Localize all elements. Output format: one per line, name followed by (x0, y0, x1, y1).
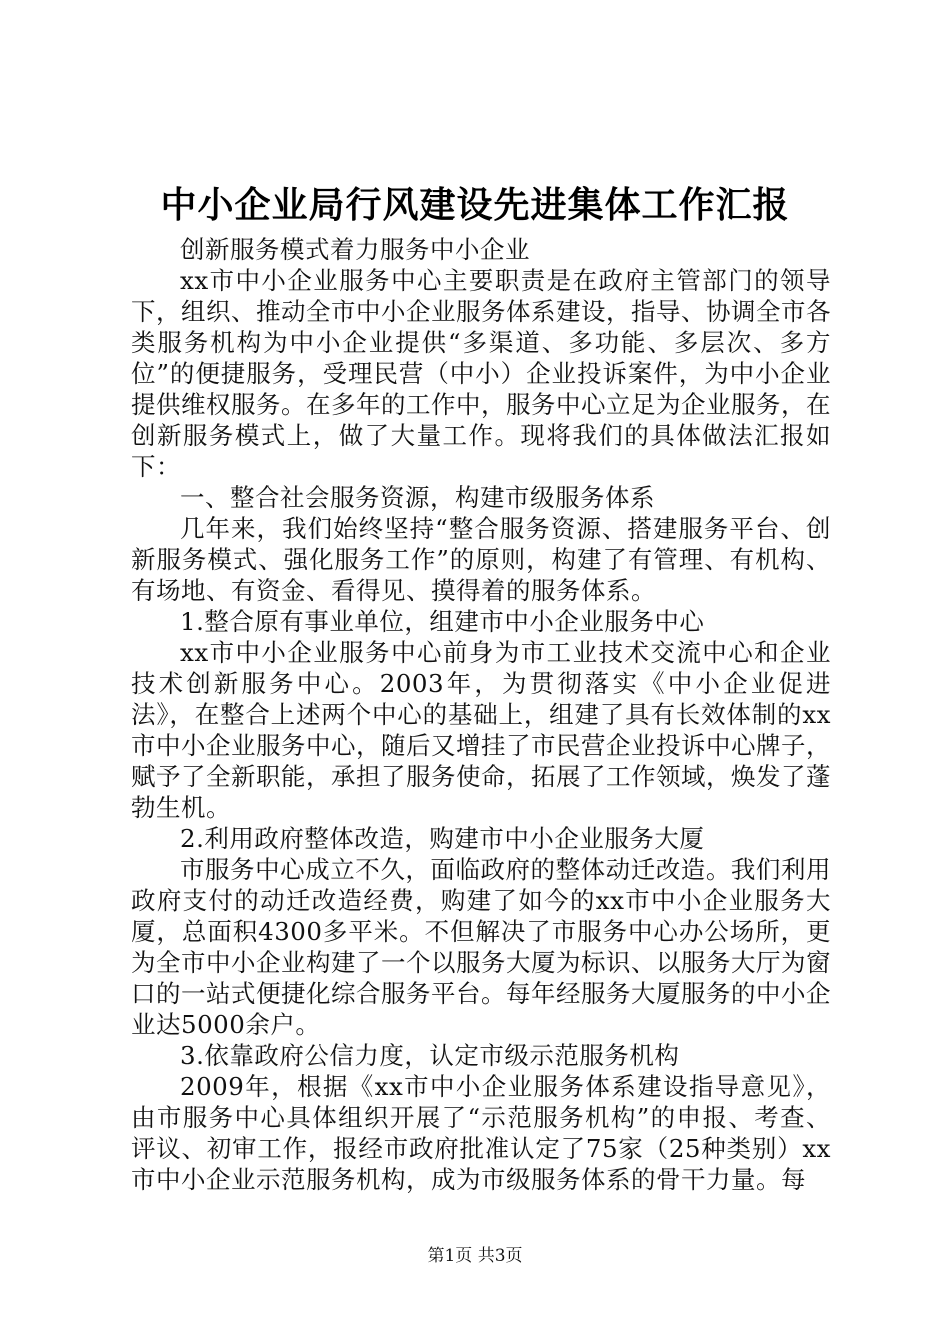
document-title: 中小企业局行风建设先进集体工作汇报 (160, 184, 790, 226)
body-paragraph: 2009年，根据《xx市中小企业服务体系建设指导意见》，由市服务中心具体组织开展了“示范服务机构”的申报、考查、评议、初审工作，报经市政府批准认定了75家（25种类别）xx市中小企业示范服务机构，成为市级服务体系的骨干力量。每 (131, 1072, 831, 1194)
body-paragraph: 市服务中心成立不久，面临政府的整体动迁改造。我们利用政府支付的动迁改造经费，购建了如今的xx市中小企业服务大厦，总面积4300多平米。不但解决了市服务中心办公场所，更为全市中小企业构建了一个以服务大厦为标识、以服务大厅为窗口的一站式便捷化综合服务平台。每年经服务大厦服务的中小企业达5000余户。 (131, 855, 831, 1039)
document-body (131, 234, 831, 1195)
subsection-heading: 3.依靠政府公信力度，认定市级示范服务机构 (180, 1041, 680, 1070)
body-paragraph: 几年来，我们始终坚持“整合服务资源、搭建服务平台、创新服务模式、强化服务工作”的原则，构建了有管理、有机构、有场地、有资金、看得见、摸得着的服务体系。 (131, 514, 831, 605)
body-paragraph: xx市中小企业服务中心主要职责是在政府主管部门的领导下，组织、推动全市中小企业服务体系建设，指导、协调全市各类服务机构为中小企业提供“多渠道、多功能、多层次、多方位”的便捷服务，受理民营（中小）企业投诉案件，为中小企业提供维权服务。在多年的工作中，服务中心立足为企业服务，在创新服务模式上，做了大量工作。现将我们的具体做法汇报如下： (131, 266, 831, 481)
page-number-footer: 第1页 共3页 (427, 1246, 523, 1266)
subsection-heading: 2.利用政府整体改造，购建市中小企业服务大厦 (180, 824, 705, 853)
section-heading: 一、整合社会服务资源，构建市级服务体系 (180, 483, 655, 512)
body-paragraph: xx市中小企业服务中心前身为市工业技术交流中心和企业技术创新服务中心。2003年，为贯彻落实《中小企业促进法》，在整合上述两个中心的基础上，组建了具有长效体制的xx市中小企业服务中心，随后又增挂了市民营企业投诉中心牌子，赋予了全新职能，承担了服务使命，拓展了工作领域，焕发了蓬勃生机。 (131, 638, 831, 822)
subsection-heading: 1.整合原有事业单位，组建市中小企业服务中心 (180, 607, 705, 636)
section-heading: 创新服务模式着力服务中小企业 (180, 235, 530, 264)
